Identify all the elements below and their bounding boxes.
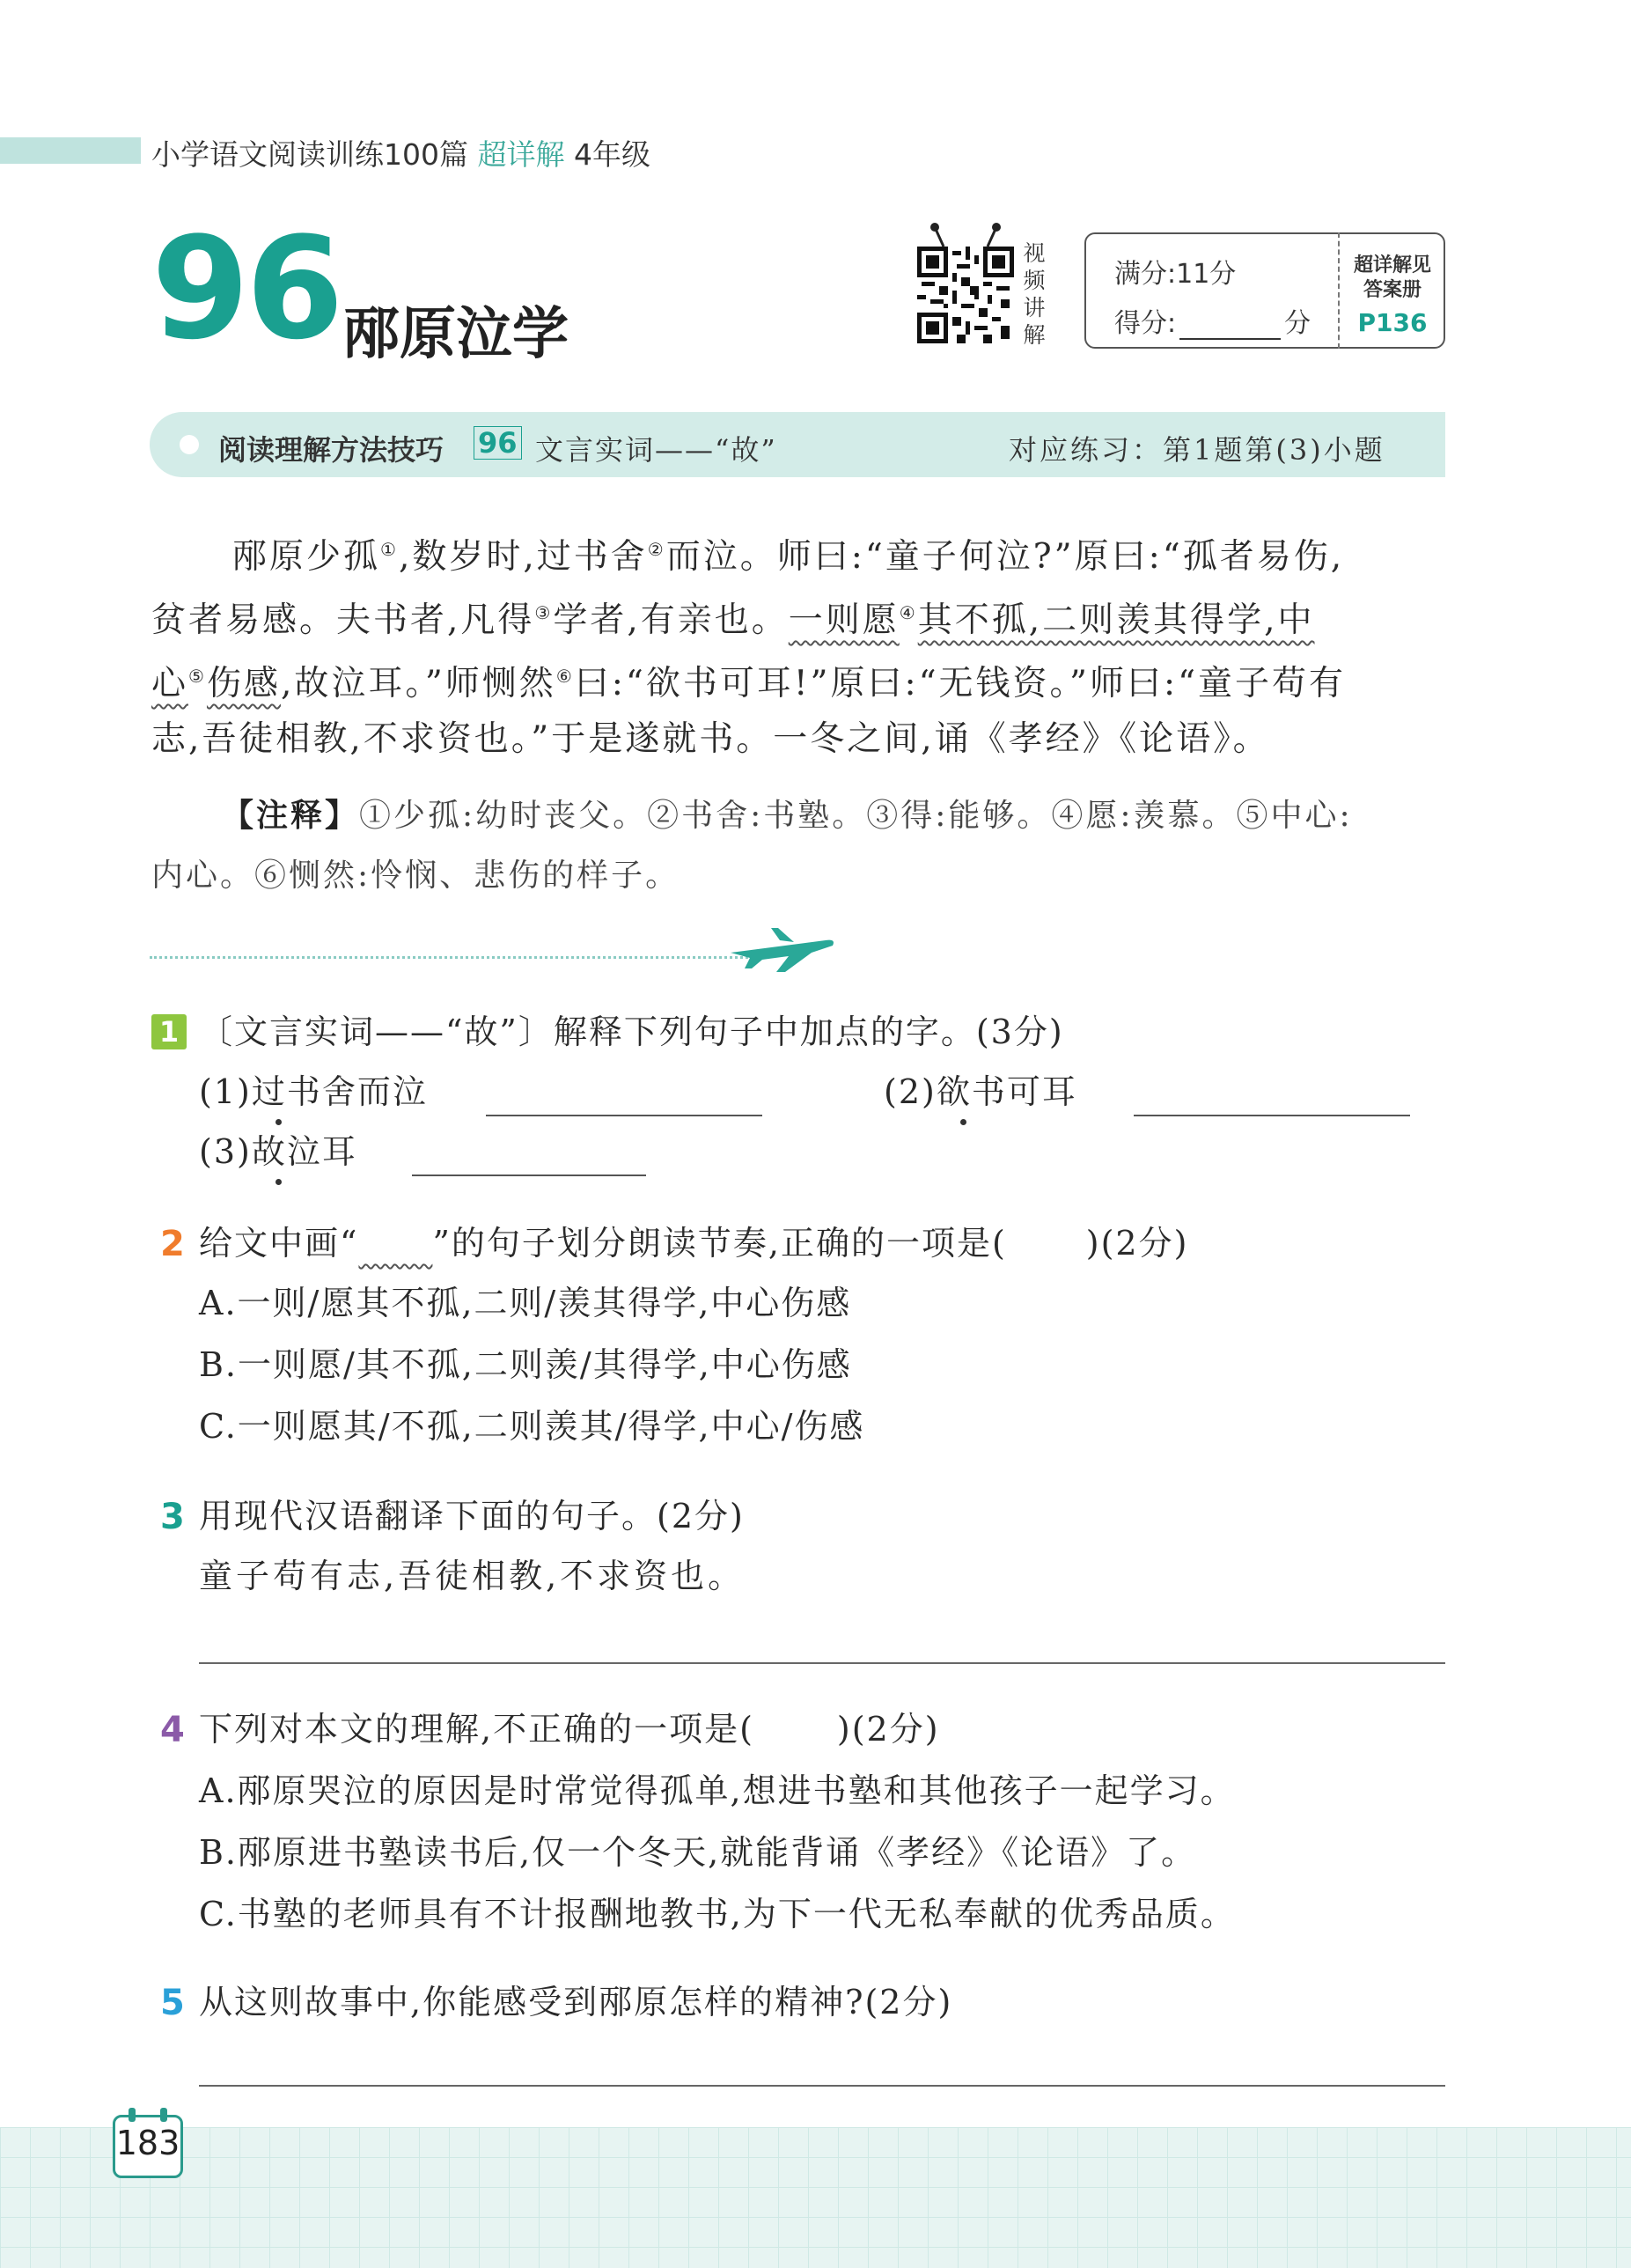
calendar-ring-icon xyxy=(160,2108,167,2122)
lesson-title: 邴原泣学 xyxy=(343,302,569,367)
method-topic: 文言实词——“故” xyxy=(535,433,777,467)
notes-line xyxy=(151,856,680,896)
passage-line xyxy=(151,718,1445,761)
q1-sub-1: (1)过书舍而泣 xyxy=(199,1072,428,1111)
question-number: 3 xyxy=(160,1497,185,1537)
question-2-text xyxy=(199,1222,1188,1264)
score-obtained xyxy=(1114,301,1311,340)
passage-line xyxy=(151,655,1445,705)
footnote-mark: ③ xyxy=(534,602,554,623)
footnote-mark: ④ xyxy=(899,602,918,623)
passage-text: 学者,有亲也。 xyxy=(553,600,789,640)
score-input-line[interactable] xyxy=(1179,315,1281,340)
passage-text: 而泣。师曰:“童子何泣?”原曰:“孤者易伤, xyxy=(665,537,1345,577)
q3-answer-line[interactable] xyxy=(199,1662,1445,1664)
method-practice: 对应练习：第1题第(3)小题 xyxy=(1009,433,1385,467)
question-number: 4 xyxy=(160,1710,185,1750)
calendar-ring-icon xyxy=(129,2108,136,2122)
book-title-text: 小学语文阅读训练100篇 xyxy=(151,137,468,172)
wavy-underlined-text: 其不孤,二则羡其得学,中 xyxy=(917,600,1315,640)
qr-code-icon[interactable] xyxy=(917,247,1014,343)
wavy-underlined-text: 伤感 xyxy=(206,664,281,703)
emphasis-dot xyxy=(276,1119,282,1125)
video-explanation-label xyxy=(1019,239,1049,349)
notes-text: 内心。⑥恻然:怜悯、悲伤的样子。 xyxy=(151,858,680,894)
question-4-text xyxy=(199,1708,940,1750)
footnote-mark: ① xyxy=(380,539,399,560)
q4-option-c: C.书塾的老师具有不计报酬地教书,为下一代无私奉献的优秀品质。 xyxy=(199,1895,1236,1933)
q2-option-b: B.一则愿/其不孤,二则羡/其得学,中心伤感 xyxy=(199,1345,852,1384)
q4-option-b: B.邴原进书塾读书后,仅一个冬天,就能背诵《孝经》《论语》了。 xyxy=(199,1833,1197,1872)
q3-sentence: 童子苟有志,吾徒相教,不求资也。 xyxy=(199,1557,746,1595)
passage-text: 贫者易感。夫书者,凡得 xyxy=(151,600,535,640)
grade-label: 4年级 xyxy=(574,137,650,172)
video-label-char: 解 xyxy=(1023,322,1046,348)
question-text: )(2分) xyxy=(836,1710,940,1749)
q1-answer-blank-2[interactable] xyxy=(1134,1115,1410,1116)
question-1-text: 〔文言实词——“故”〕解释下列句子中加点的字。(3分) xyxy=(199,1012,1064,1051)
question-number: 5 xyxy=(160,1983,185,2023)
notes-line xyxy=(222,796,1353,836)
passage-text: 曰:“欲书可耳!”原曰:“无钱资。”师曰:“童子苟有 xyxy=(574,664,1347,703)
notes-text: ①少孤:幼时丧父。②书舍:书塾。③得:能够。④愿:羡慕。⑤中心: xyxy=(359,798,1353,834)
footer-grid xyxy=(0,2127,1631,2268)
q1-answer-blank-3[interactable] xyxy=(412,1174,646,1176)
airplane-icon xyxy=(727,923,836,976)
question-3-text: 用现代汉语翻译下面的句子。(2分) xyxy=(199,1497,745,1535)
q1-sub-2: (2)欲书可耳 xyxy=(884,1072,1077,1111)
footnote-mark: ⑥ xyxy=(555,666,575,687)
q4-option-a: A.邴原哭泣的原因是时常觉得孤单,想进书塾和其他孩子一起学习。 xyxy=(199,1771,1236,1810)
answer-page: P136 xyxy=(1357,308,1428,337)
notes-label: 【注释】 xyxy=(222,798,360,834)
emphasis-dot xyxy=(960,1119,966,1125)
banner-dot-icon xyxy=(180,435,199,454)
question-number-badge: 1 xyxy=(151,1014,187,1049)
wavy-underlined-text: 心 xyxy=(151,664,189,703)
method-title: 阅读理解方法技巧 xyxy=(218,433,444,467)
question-text: 下列对本文的理解,不正确的一项是( xyxy=(199,1710,754,1749)
passage-text: 志,吾徒相教,不求资也。”于是遂就书。一冬之间,诵《孝经》《论语》。 xyxy=(151,719,1270,759)
full-score: 满分:11分 xyxy=(1114,259,1237,290)
q1-sub-3: (3)故泣耳 xyxy=(199,1132,357,1171)
dotted-divider xyxy=(150,956,748,959)
footnote-mark: ⑤ xyxy=(188,666,207,687)
q5-answer-line[interactable] xyxy=(199,2085,1445,2087)
video-label-char: 频 xyxy=(1023,268,1046,293)
wavy-sample xyxy=(358,1222,432,1264)
method-number: 96 xyxy=(474,426,522,460)
question-number: 2 xyxy=(160,1224,185,1264)
answer-note xyxy=(1343,254,1442,303)
emphasis-dot xyxy=(276,1179,282,1185)
book-title xyxy=(151,132,650,173)
wavy-underlined-text: 一则愿 xyxy=(788,600,900,640)
score-unit: 分 xyxy=(1284,308,1311,339)
q2-option-a: A.一则/愿其不孤,二则/羡其得学,中心伤感 xyxy=(199,1284,852,1322)
book-title-accent: 超详解 xyxy=(477,137,565,172)
lesson-number: 96 xyxy=(151,206,341,371)
question-text: )(2分) xyxy=(1085,1224,1189,1263)
answer-note-line: 超详解见 xyxy=(1353,254,1431,276)
video-label-char: 视 xyxy=(1023,240,1046,266)
question-text: ”的句子划分朗读节奏,正确的一项是( xyxy=(432,1224,1007,1263)
question-5-text: 从这则故事中,你能感受到邴原怎样的精神?(2分) xyxy=(199,1983,953,2021)
q1-answer-blank-1[interactable] xyxy=(486,1115,762,1116)
question-text: 给文中画“ xyxy=(199,1224,359,1263)
qr-antenna-icon xyxy=(926,222,1005,248)
passage-text: ,故泣耳。”师恻然 xyxy=(280,664,556,703)
passage-line xyxy=(151,528,1445,578)
score-divider xyxy=(1338,232,1340,349)
header-accent-bar xyxy=(0,137,141,164)
page-number: 183 xyxy=(115,2124,180,2162)
passage-text: 邴原少孤 xyxy=(232,537,381,577)
q2-option-c: C.一则愿其/不孤,二则羡其/得学,中心/伤感 xyxy=(199,1407,865,1446)
passage-text: ,数岁时,过书舍 xyxy=(398,537,648,577)
passage-line xyxy=(151,592,1445,642)
footnote-mark: ② xyxy=(647,539,666,560)
video-label-char: 讲 xyxy=(1023,295,1046,320)
score-obtained-label: 得分: xyxy=(1114,308,1177,339)
answer-note-line: 答案册 xyxy=(1363,279,1422,301)
